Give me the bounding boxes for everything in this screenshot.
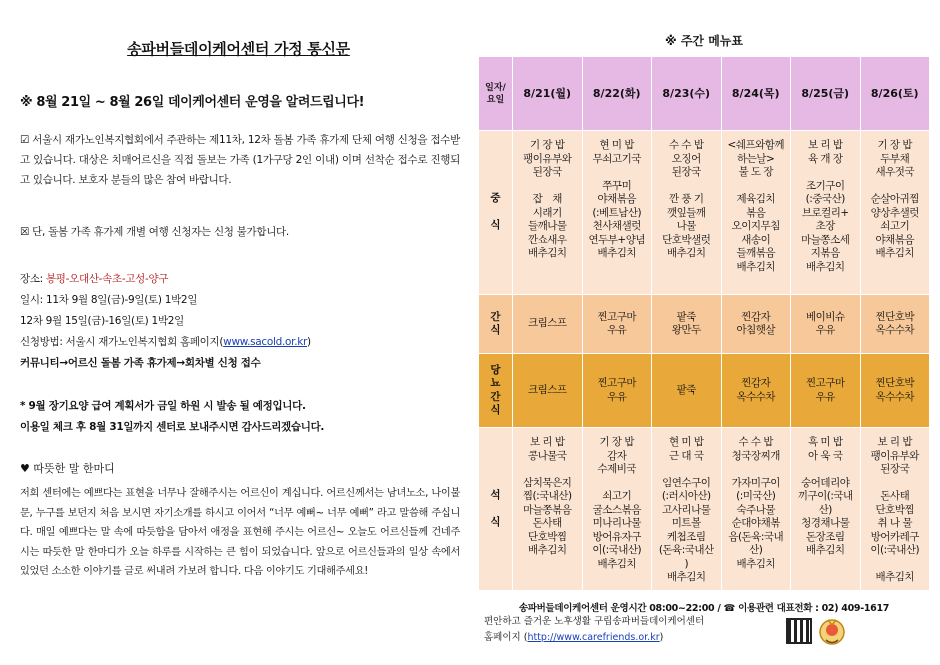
menu-cell: 보 리 밥 콩나물국 삼치묵은지 찜(:국내산) 마늘쫑볶음 돈사태 단호박찜 배추김치 — [513, 428, 583, 591]
newsletter-column — [16, 0, 461, 665]
care-plan-notice-2: 이용일 체크 후 8월 31일까지 센터로 보내주시면 감사드리겠습니다. — [20, 421, 325, 433]
date-line-1: 일시: 11차 9월 8일(금)-9일(토) 1박2일 — [20, 294, 198, 306]
menu-cell: 찐고구마 우유 — [582, 354, 652, 428]
menu-cell: 기 장 밥 감자 수제비국 쇠고기 굴소스볶음 미나리나물 방어유자구 이(:국내산) 배추김치 — [582, 428, 652, 591]
menu-cell: 찐고구마 우유 — [791, 354, 861, 428]
diabetic-snack-row — [479, 354, 930, 428]
apply-method-line — [20, 334, 460, 349]
lunch-row — [479, 131, 930, 295]
place-line — [20, 271, 460, 286]
corner-header: 일자/ 요일 — [479, 57, 513, 131]
homepage-suffix: ) — [659, 632, 664, 643]
weekly-menu-table — [478, 56, 930, 591]
day-header: 8/21(월) — [513, 57, 583, 131]
homepage-prefix: 홈페이지 ( — [484, 632, 528, 643]
menu-title: ※ 주간 메뉴표 — [665, 34, 743, 48]
dinner-row — [479, 428, 930, 591]
page-title: 송파버들데이케어센터 가정 통신문 — [127, 40, 350, 58]
menu-cell: 찐감자 아침햇살 — [721, 295, 791, 354]
day-header: 8/25(금) — [791, 57, 861, 131]
row-label-dinner: 석 식 — [479, 428, 513, 591]
day-header: 8/26(토) — [860, 57, 930, 131]
menu-cell: 찐단호박 옥수수차 — [860, 354, 930, 428]
menu-cell: 찐단호박 옥수수차 — [860, 295, 930, 354]
date-line-2: 12차 9월 15일(금)-16일(토) 1박2일 — [20, 315, 184, 327]
day-header: 8/24(목) — [721, 57, 791, 131]
menu-cell: 팥죽 왕만두 — [652, 295, 722, 354]
menu-cell: 팥죽 — [652, 354, 722, 428]
apply-prefix: 신청방법: 서울시 재가노인복지협회 홈페이지( — [20, 336, 224, 348]
sacold-link[interactable]: www.sacold.or.kr — [223, 336, 308, 348]
menu-cell: 기 장 밥 팽이유부와 된장국 잡 채 시래기 들깨나물 깐쇼새우 배추김치 — [513, 131, 583, 295]
travel-exclusion-note: ☒ 단, 돌봄 가족 휴가제 개별 여행 신청자는 신청 불가합니다. — [20, 226, 289, 238]
row-label-snack: 간 식 — [479, 295, 513, 354]
operating-hours-footer: 송파버들데이케어센터 운영시간 08:00~22:00 / ☎ 이용관련 대표전화 : 02) 409-1617 — [518, 603, 890, 614]
apply-path-line: 커뮤니티→어르신 돌봄 가족 휴가제→회차별 신청 접수 — [20, 357, 261, 369]
center-logo-icon — [818, 616, 846, 646]
menu-cell: 수 수 밥 오징어 된장국 깐 풍 기 깻잎들깨 나물 단호박샐럿 배추김치 — [652, 131, 722, 295]
place-label: 장소: — [20, 273, 46, 285]
menu-cell: 현 미 밥 무쇠고기국 쭈꾸미 야채볶음 (:베트남산) 천사채샐럿 연두부+양념 배추김치 — [582, 131, 652, 295]
menu-cell: 보 리 밥 육 개 장 조기구이 (:중국산) 브로컬리+ 초장 마늘쫑소세 지볶음 배추김치 — [791, 131, 861, 295]
row-label-lunch: 중 식 — [479, 131, 513, 295]
menu-cell: 찐고구마 우유 — [582, 295, 652, 354]
homepage-line — [484, 629, 663, 643]
day-header: 8/22(화) — [582, 57, 652, 131]
weekly-menu-column — [478, 0, 930, 665]
menu-cell: 현 미 밥 근 대 국 임연수구이 (:러시아산) 고사리나물 미트볼 케첩조림 (돈육:국내산 ) 배추김치 — [652, 428, 722, 591]
carefriends-link[interactable]: http://www.carefriends.or.kr — [527, 632, 660, 643]
travel-notice-paragraph: ☑ 서울시 재가노인복지협회에서 주관하는 제11차, 12차 돌봄 가족 휴가제 단체 여행 신청을 접수받고 있습니다. 대상은 치매어르신을 직접 돌보는 가족 (1가구당 2인 이내) 이며 선착순 접수로 진행되고 있습니다. 보호자 분들의 많은 참여 바랍니다. — [20, 134, 460, 186]
menu-cell: 흑 미 밥 아 욱 국 숭어데리야 끼구이(:국내 산) 청경채나물 돈장조림 배추김치 — [791, 428, 861, 591]
menu-cell: 찐감자 옥수수차 — [721, 354, 791, 428]
center-slogan: 편안하고 즐거운 노후생활 구립송파버들데이케어센터 — [484, 616, 705, 627]
warm-word-paragraph: 저희 센터에는 예쁘다는 표현을 너무나 잘해주시는 어르신이 계십니다. 어르신께서는 남녀노소, 나이불문, 누구를 보던지 처음 보시면 자기소개를 하시고 이어서 “너무 예뻐~ 너무 예뻐” 라고 말씀해 주십니다. 매일 예쁘다는 말 속에 따듯함을 담아서 애정을 표현해 주시는 어르신~ 오늘도 어르신들께 건네주시는 따듯한 말 한마디가 오늘 하루를 시작하는 큰 힘이 되었습니다. 앞으로 어르신들과의 일상 속에서 있었던 소소한 이야기를 글로 써내려 가보려 합니다. 다음 이야기도 기대해주세요! — [20, 488, 460, 577]
row-label-diabetic-snack: 당 뇨 간 식 — [479, 354, 513, 428]
menu-cell: 기 장 밥 두부채 새우젓국 순살아귀찜 양상추샐럿 쇠고기 야채볶음 배추김치 — [860, 131, 930, 295]
menu-cell: 보 리 밥 팽이유부와 된장국 돈사태 단호박찜 취 나 물 방어카레구 이(:국내산) 배추김치 — [860, 428, 930, 591]
menu-cell: <쉐프와함께 하는날> 불 도 장 제육김치 볶음 오이지무침 새송이 들깨볶음 배추김치 — [721, 131, 791, 295]
care-plan-notice-1: * 9월 장기요양 급여 계획서가 금일 하원 시 발송 될 예정입니다. — [20, 400, 306, 412]
snack-row — [479, 295, 930, 354]
day-header: 8/23(수) — [652, 57, 722, 131]
headline: ※ 8월 21일 ~ 8월 26일 데이케어센터 운영을 알려드립니다! — [20, 95, 365, 110]
menu-cell: 수 수 밥 청국장찌개 가자미구이 (:미국산) 숙주나물 순대야채볶 음(돈육:국내 산) 배추김치 — [721, 428, 791, 591]
menu-cell: 크림스프 — [513, 354, 583, 428]
qr-code-icon[interactable] — [786, 618, 812, 644]
place-value: 봉평-오대산-속초-고성-양구 — [45, 273, 169, 285]
warm-word-heading: ♥ 따뜻한 말 한마디 — [20, 462, 115, 475]
menu-cell: 베이비슈 우유 — [791, 295, 861, 354]
menu-cell: 크림스프 — [513, 295, 583, 354]
apply-suffix: ) — [307, 336, 311, 348]
